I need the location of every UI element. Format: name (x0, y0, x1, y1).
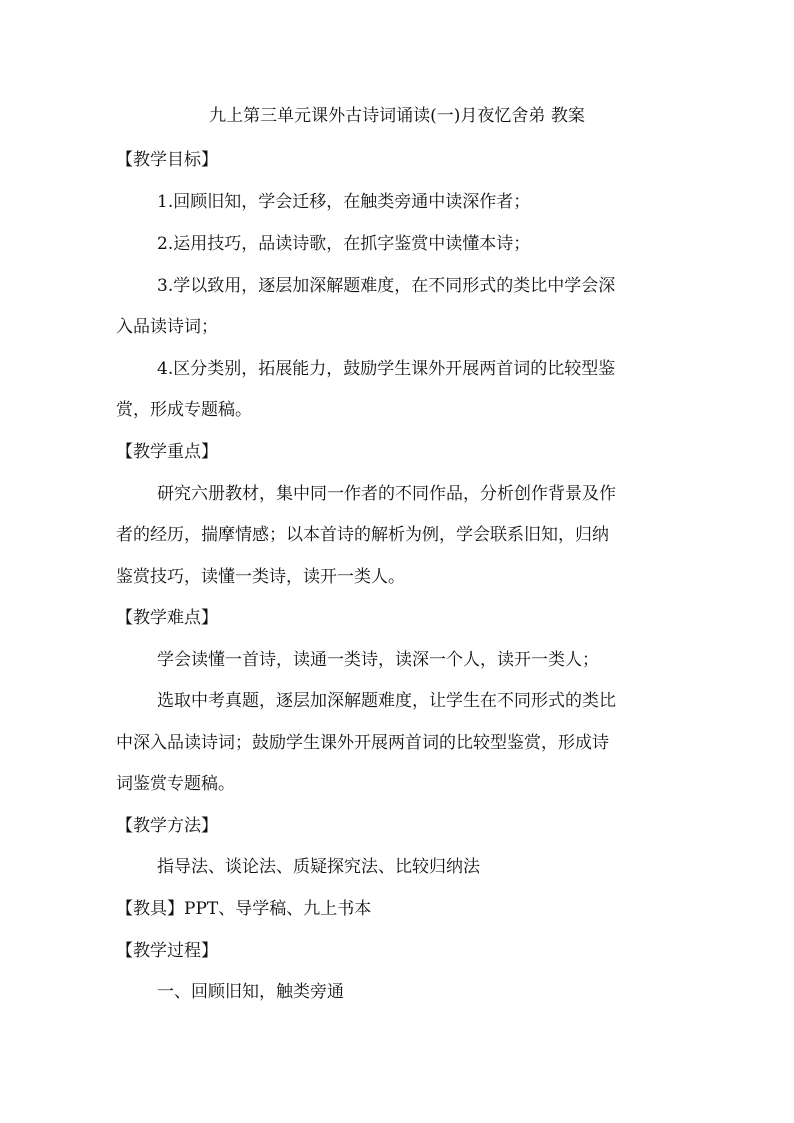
objective-item-4-line-1: 4.区分类别，拓展能力，鼓励学生课外开展两首词的比较型鉴 (157, 359, 616, 379)
key-points-line-2: 者的经历，揣摩情感；以本首诗的解析为例，学会联系旧知，归纳 (116, 525, 609, 545)
key-points-line-1: 研究六册教材，集中同一作者的不同作品，分析创作背景及作 (157, 484, 616, 504)
objective-item-4-line-2: 赏，形成专题稿。 (116, 400, 252, 420)
process-step-1: 一、回顾旧知，触类旁通 (157, 982, 344, 1002)
difficulties-heading: 【教学难点】 (116, 608, 218, 628)
key-points-heading: 【教学重点】 (116, 442, 218, 462)
methods-text: 指导法、谈论法、质疑探究法、比较归纳法 (157, 857, 480, 877)
difficulties-para-2-line-3: 词鉴赏专题稿。 (116, 774, 235, 794)
difficulties-para-2-line-2: 中深入品读诗词；鼓励学生课外开展两首词的比较型鉴赏，形成诗 (116, 733, 609, 753)
objective-item-3-line-2: 入品读诗词； (116, 317, 218, 337)
difficulties-para-1: 学会读懂一首诗，读通一类诗，读深一个人，读开一类人； (157, 650, 599, 670)
difficulties-para-2-line-1: 选取中考真题，逐层加深解题难度，让学生在不同形式的类比 (157, 691, 616, 711)
objectives-heading: 【教学目标】 (116, 150, 218, 170)
document-title: 九上第三单元课外古诗词诵读(一)月夜忆舍弟 教案 (209, 106, 585, 126)
key-points-line-3: 鉴赏技巧，读懂一类诗，读开一类人。 (116, 567, 405, 587)
objective-item-2: 2.运用技巧，品读诗歌，在抓字鉴赏中读懂本诗； (157, 234, 531, 254)
objective-item-1: 1.回顾旧知，学会迁移，在触类旁通中读深作者； (157, 192, 531, 212)
process-heading: 【教学过程】 (116, 941, 218, 961)
tools-line: 【教具】PPT、导学稿、九上书本 (116, 899, 372, 919)
objective-item-3-line-1: 3.学以致用，逐层加深解题难度，在不同形式的类比中学会深 (157, 276, 616, 296)
methods-heading: 【教学方法】 (116, 816, 218, 836)
